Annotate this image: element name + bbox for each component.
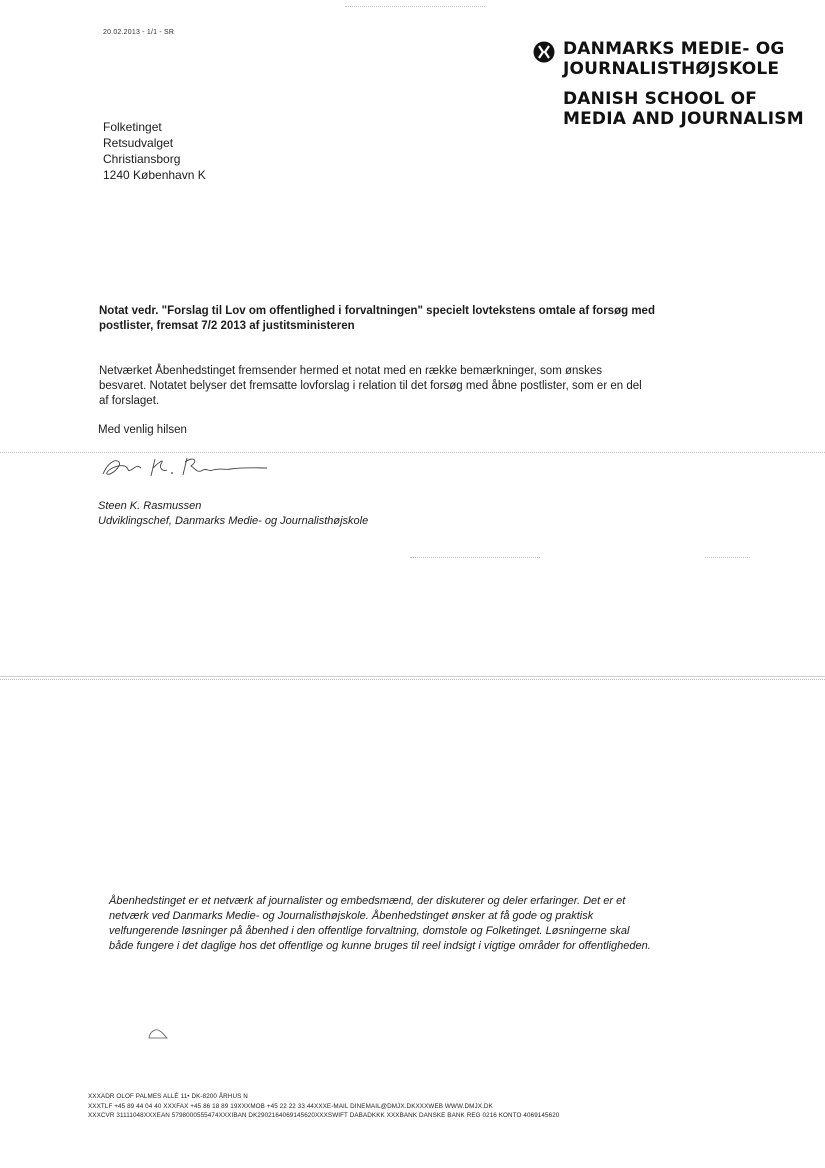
footer-contact: XXXTLF +45 89 44 04 40 XXXFAX +45 86 18 89 19XXXMOB +45 22 22 33 44XXXE-MAIL DINEMAIL@DMJX.DKXXXWEB WWW.DMJX.DK xyxy=(88,1102,493,1110)
dmjx-logo-icon xyxy=(533,41,555,63)
signer-name: Steen K. Rasmussen xyxy=(98,500,202,512)
scan-artifact-line xyxy=(345,6,485,7)
handwritten-signature-icon xyxy=(95,450,275,485)
scan-artifact-line xyxy=(705,557,750,558)
recipient-line: Christiansborg xyxy=(103,152,181,166)
recipient-address xyxy=(103,119,206,183)
document-reference: 20.02.2013 - 1/1 - SR xyxy=(103,29,175,36)
scan-artifact-line xyxy=(410,557,540,558)
footer-address: XXXADR OLOF PALMES ALLÉ 11• DK-8200 ÅRHUS N xyxy=(88,1093,248,1100)
letter-greeting: Med venlig hilsen xyxy=(98,424,187,436)
logo-name-danish-line1: DANMARKS MEDIE- OG xyxy=(563,39,785,59)
letter-subject: Notat vedr. "Forslag til Lov om offentlighed i forvaltningen" specielt lovtekstens omtale af forsøg med postlister, fremsat 7/2 2013 af justitsministeren xyxy=(99,305,655,332)
logo-name-english-line2: MEDIA AND JOURNALISM xyxy=(563,109,804,129)
letter-body: Netværket Åbenhedstinget fremsender hermed et notat med en række bemærkninger, som ønskes besvaret. Notatet belyser det fremsatte lovforslag i relation til det forsøg med åbne postlister, som er en del af forslaget. xyxy=(99,365,642,407)
letterhead-footer xyxy=(88,1092,559,1121)
recipient-line: Retsudvalget xyxy=(103,136,174,150)
signer-block xyxy=(98,499,368,529)
logo-name-english-line1: DANISH SCHOOL OF xyxy=(563,89,758,109)
scan-artifact-line xyxy=(0,676,825,677)
scan-smudge-icon xyxy=(147,1026,169,1040)
recipient-line: Folketinget xyxy=(103,120,162,134)
network-description: Åbenhedstinget er et netværk af journalister og embedsmænd, der diskuterer og deler erfaringer. Det er et netværk ved Danmarks Medie- og Journalisthøjskole. Åbenhedstinget ønsker at få gode og praktisk velfungerende løsninger på åbenhed i den offentlige forvaltning, domstole og Folketinget. Løsningerne skal både fungere i det daglige hos det offentlige og kunne bruges til reel indsigt i vigtige områder for offentligheden. xyxy=(109,895,651,952)
scan-artifact-line xyxy=(0,679,825,680)
footer-banking: XXXCVR 31111048XXXEAN 5798000555474XXXIBAN DK2902164069145620XXXSWIFT DABADKKK XXXBANK DANSKE BANK REG 0216 KONTO 4069145620 xyxy=(88,1112,560,1119)
signer-title: Udviklingschef, Danmarks Medie- og Journalisthøjskole xyxy=(98,515,369,527)
recipient-line: 1240 København K xyxy=(103,168,206,182)
logo-name-danish-line2: JOURNALISTHØJSKOLE xyxy=(563,59,780,79)
